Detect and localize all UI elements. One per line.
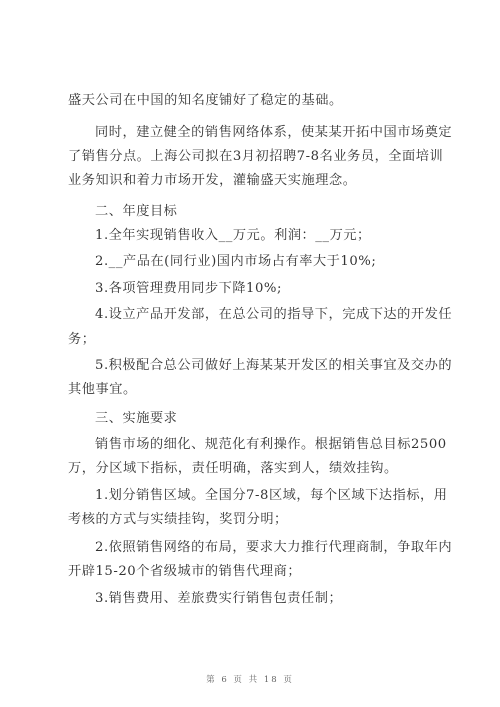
text-line: 业务知识和着力市场开发，灌输盛天实施理念。 [68, 173, 357, 188]
text-line: 销售市场的细化、规范化有利操作。根据销售总目标2500 [95, 437, 447, 452]
text-line: 万，分区域下指标，责任明确，落实到人，绩效挂钩。 [68, 461, 398, 476]
text-line: 开辟15-20个省级城市的销售代理商； [68, 564, 302, 579]
text-line: 2.__产品在(同行业)国内市场占有率大于10%; [95, 254, 377, 269]
text-line: 5.积极配合总公司做好上海某某开发区的相关事宜及交办的 [95, 358, 453, 373]
text-line: 1.全年实现销售收入__万元。利润：__万元； [95, 228, 371, 243]
text-line: 其他事宜。 [68, 382, 137, 397]
text-line: 考核的方式与实绩挂钩，奖罚分明； [68, 512, 288, 527]
text-line: 了销售分点。上海公司拟在3月初招聘7-8名业务员，全面培训 [68, 149, 444, 164]
page-number: 第 6 页 共 18 页 [206, 675, 294, 685]
section-heading: 二、年度目标 [95, 204, 178, 219]
text-line: 同时，建立健全的销售网络体系，使某某开拓中国市场奠定 [95, 125, 453, 140]
text-line: 盛天公司在中国的知名度铺好了稳定的基础。 [68, 93, 343, 108]
section-heading: 三、实施要求 [95, 411, 178, 426]
text-line: 2.依照销售网络的布局，要求大力推行代理商制，争取年内 [95, 540, 453, 555]
text-line: 务； [68, 332, 96, 347]
text-line: 1.划分销售区域。全国分7-8区域，每个区域下达指标，用 [95, 488, 448, 503]
text-line: 4.设立产品开发部，在总公司的指导下，完成下达的开发任 [95, 307, 453, 322]
text-line: 3.销售费用、差旅费实行销售包责任制； [95, 591, 343, 606]
text-line: 3.各项管理费用同步下降10%; [95, 281, 283, 296]
